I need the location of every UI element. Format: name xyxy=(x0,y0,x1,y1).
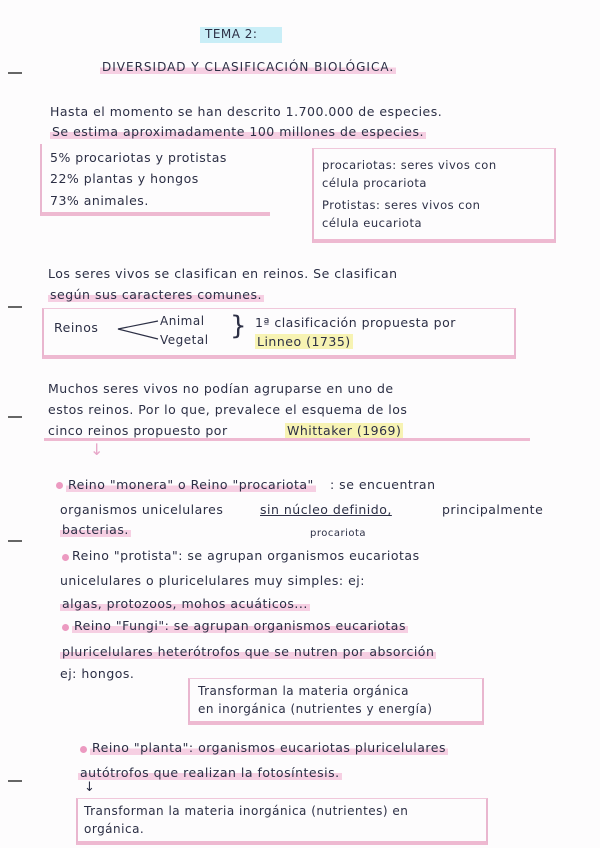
percentage-item: 5% procariotas y protistas xyxy=(50,150,227,165)
protista-text: algas, protozoos, mohos acuáticos... xyxy=(62,596,308,611)
arrow-down-icon: ↓ xyxy=(84,780,95,795)
bullet-icon xyxy=(62,554,69,561)
monera-nucleus: sin núcleo definido, xyxy=(260,502,392,517)
margin-mark xyxy=(8,780,22,782)
classify-line: Los seres vivos se clasifican en reinos. Se clasifican xyxy=(48,266,398,281)
monera-text: principalmente xyxy=(442,502,544,517)
monera-note: procariota xyxy=(310,528,367,539)
intro-line: Hasta el momento se han descrito 1.700.000 de especies. xyxy=(50,104,443,119)
reino-animal: Animal xyxy=(160,314,205,328)
whittaker-line: Muchos seres vivos no podían agruparse en uno de xyxy=(48,381,394,396)
margin-mark xyxy=(8,72,22,74)
fungi-box-line: en inorgánica (nutrientes y energía) xyxy=(198,702,433,716)
definition-line: célula eucariota xyxy=(322,216,423,230)
margin-mark xyxy=(8,416,22,418)
plantae-box-line: orgánica. xyxy=(84,822,145,836)
brace-icon: } xyxy=(230,311,248,341)
monera-heading: Reino "monera" o Reino "procariota" xyxy=(68,477,314,492)
fungi-box-line: Transforman la materia orgánica xyxy=(198,684,409,698)
arrow-down-icon: ↓ xyxy=(90,440,104,459)
fungi-text: ej: hongos. xyxy=(60,666,135,681)
protista-heading: Reino "protista": se agrupan organismos eucariotas xyxy=(72,548,420,563)
plantae-text: autótrofos que realizan la fotosíntesis. xyxy=(80,765,340,780)
bullet-icon xyxy=(62,624,69,631)
whittaker-line: estos reinos. Por lo que, prevalece el esquema de los xyxy=(48,402,408,417)
classify-line: según sus caracteres comunes. xyxy=(50,287,262,302)
percentage-item: 73% animales. xyxy=(50,193,149,208)
monera-text: : se encuentran xyxy=(330,477,436,492)
page-title: TEMA 2: xyxy=(205,27,258,41)
margin-mark xyxy=(8,540,22,542)
reinos-label: Reinos xyxy=(54,320,99,335)
whittaker-name: Whittaker (1969) xyxy=(287,423,402,438)
plantae-box-line: Transforman la materia inorgánica (nutrientes) en xyxy=(84,804,409,818)
bullet-icon xyxy=(80,746,87,753)
margin-mark xyxy=(8,306,22,308)
branch-arrow-icon xyxy=(110,316,160,346)
intro-line: Se estima aproximadamente 100 millones de especies. xyxy=(52,124,424,139)
reino-vegetal: Vegetal xyxy=(160,333,209,347)
plantae-heading: Reino "planta": organismos eucariotas pluricelulares xyxy=(92,740,446,755)
definition-line: procariotas: seres vivos con xyxy=(322,158,497,172)
monera-text: bacterias. xyxy=(62,522,129,537)
fungi-text: pluricelulares heterótrofos que se nutren por absorción xyxy=(62,644,435,659)
reinos-desc: 1ª clasificación propuesta por xyxy=(255,315,456,330)
protista-text: unicelulares o pluricelulares muy simples: ej: xyxy=(60,573,365,588)
monera-text: organismos unicelulares xyxy=(60,502,224,517)
definition-line: célula procariota xyxy=(322,176,427,190)
linneo-highlight: Linneo (1735) xyxy=(257,334,351,349)
definition-line: Protistas: seres vivos con xyxy=(322,198,481,212)
page-subtitle: DIVERSIDAD Y CLASIFICACIÓN BIOLÓGICA. xyxy=(102,60,395,74)
fungi-heading: Reino "Fungi": se agrupan organismos eucariotas xyxy=(74,618,406,633)
bullet-icon xyxy=(56,482,63,489)
percentage-item: 22% plantas y hongos xyxy=(50,171,199,186)
whittaker-line: cinco reinos propuesto por xyxy=(48,423,228,438)
underline xyxy=(44,418,530,441)
